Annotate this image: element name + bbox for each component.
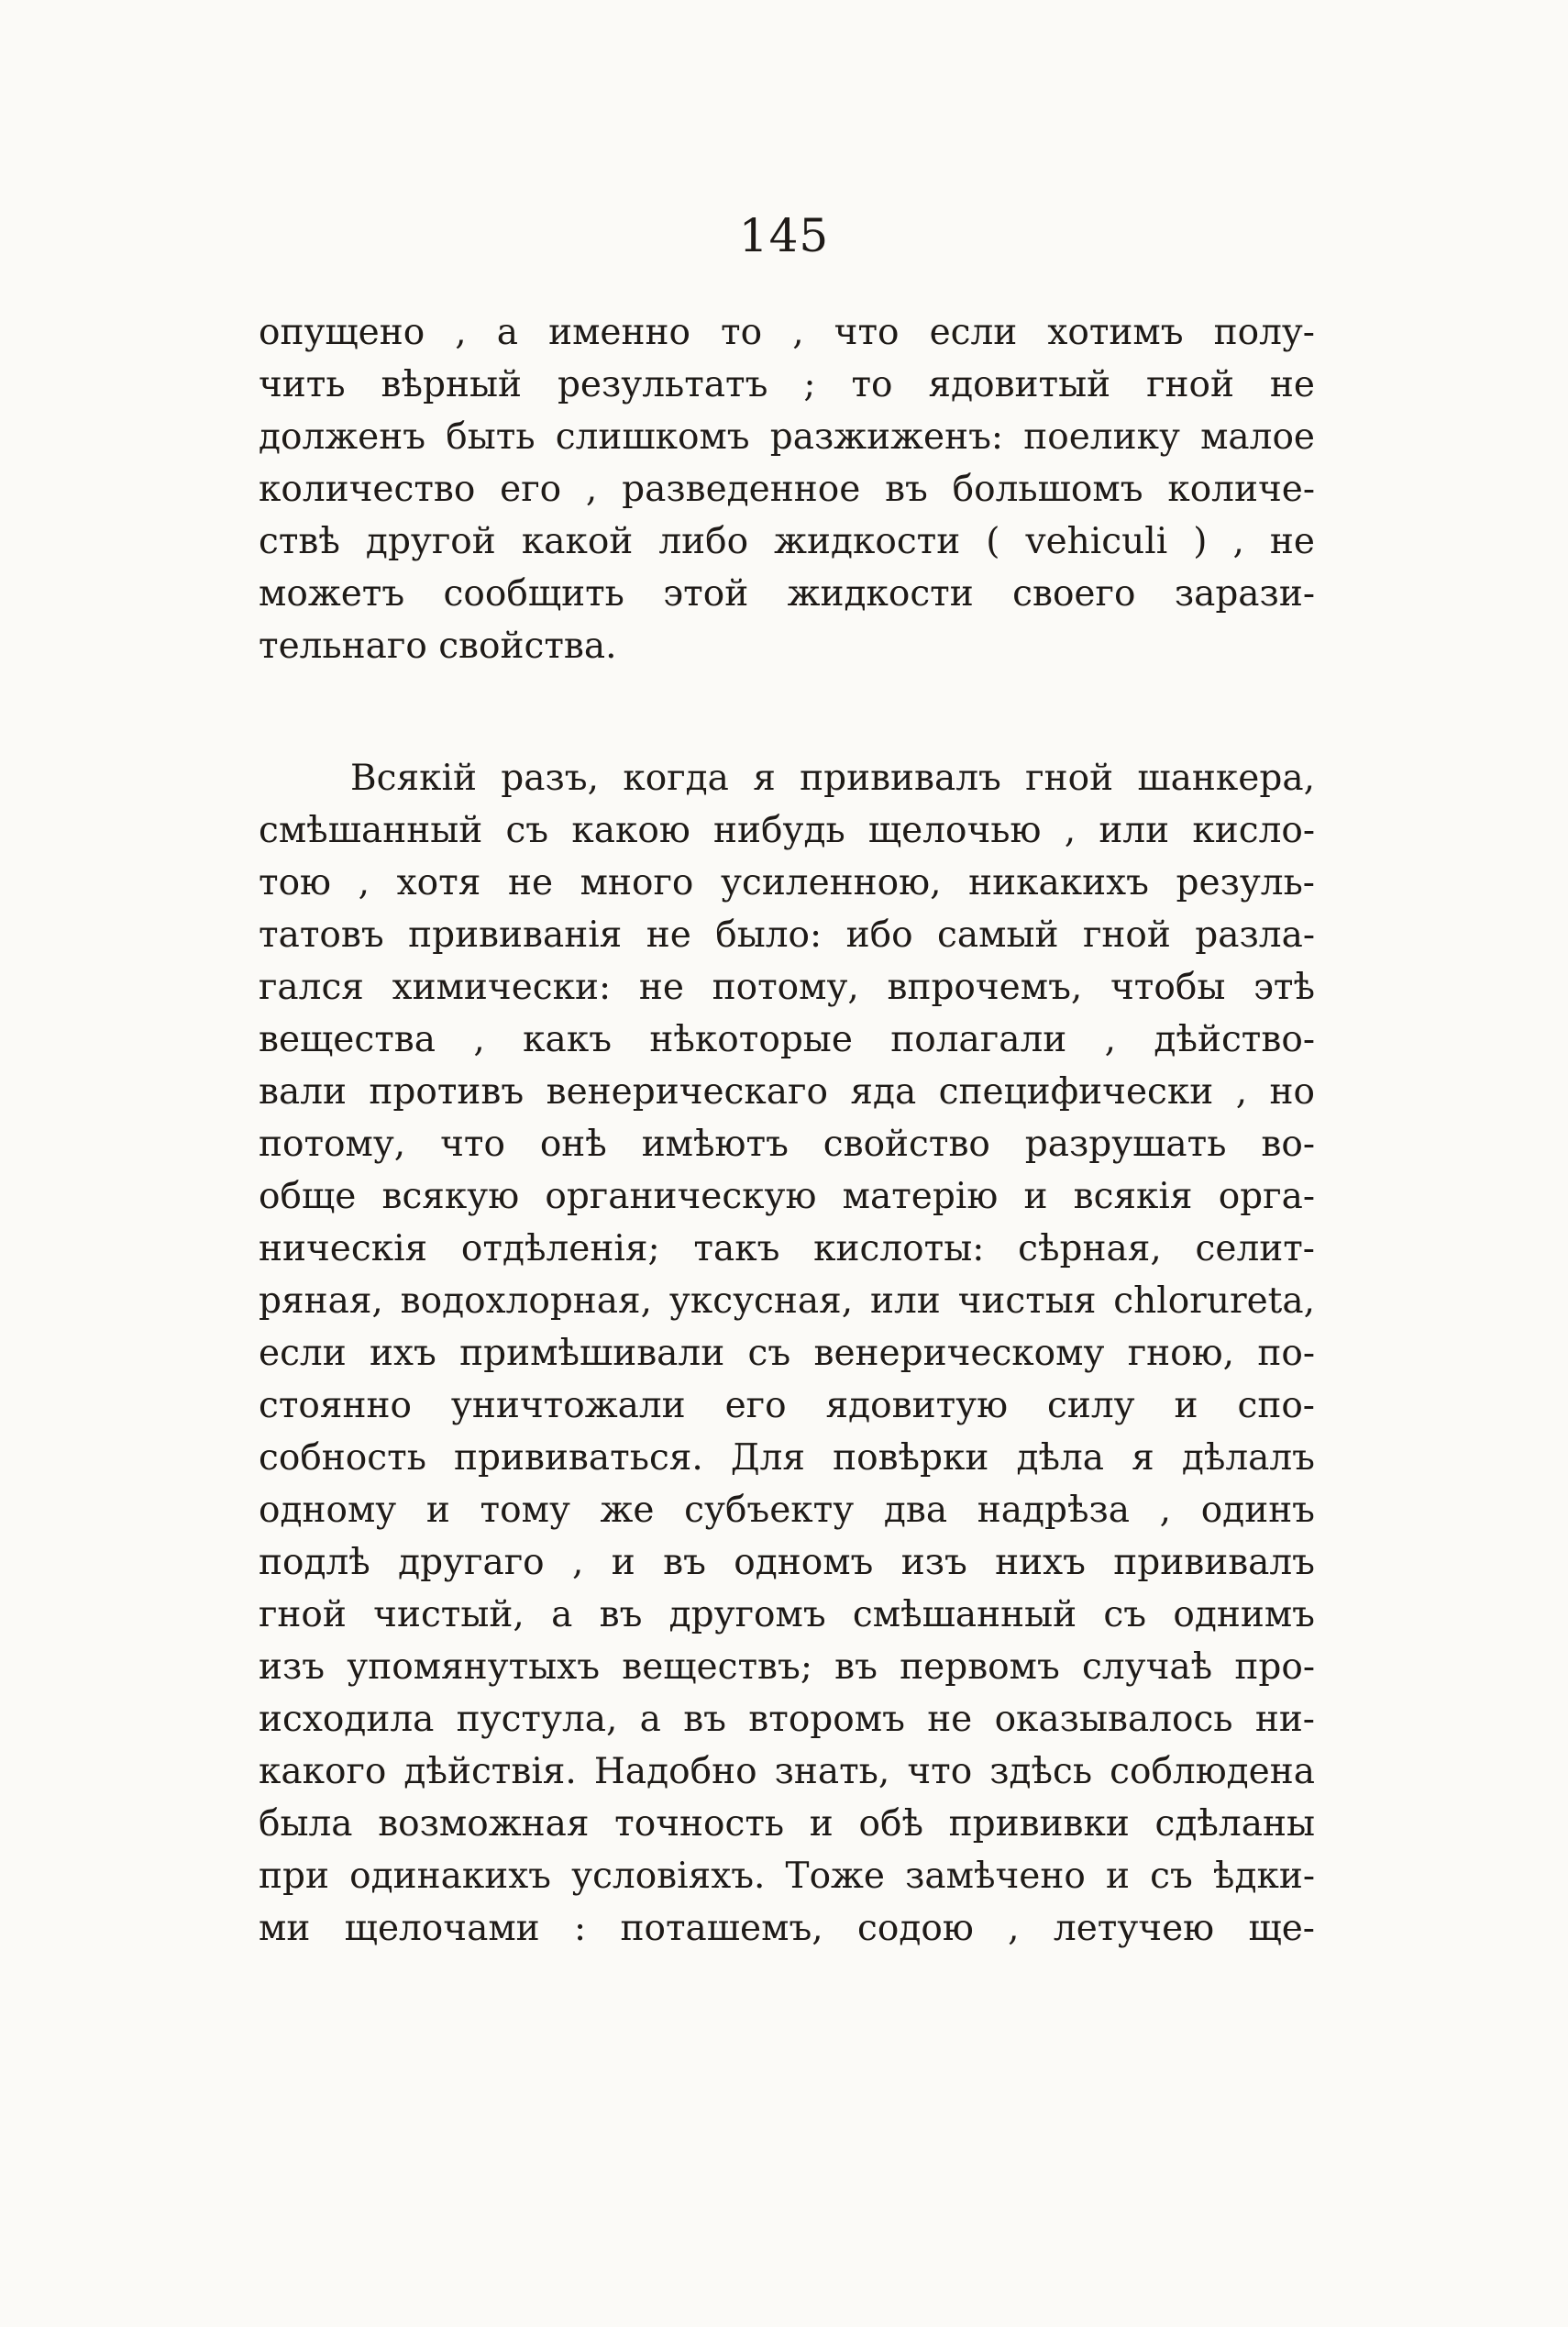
text-line: ствѣ другой какой либо жидкости ( vehiculi ) , не	[259, 521, 1315, 562]
text-line: какого дѣйствія. Надобно знать, что здѣсь соблюдена	[259, 1751, 1315, 1792]
paragraph-2	[259, 752, 1315, 1955]
text-line: вали противъ венерическаго яда специфически , но	[259, 1071, 1315, 1113]
text-line: можетъ сообщить этой жидкости своего зарази-	[259, 573, 1315, 615]
text-line: тельнаго свойства.	[259, 626, 617, 667]
text-line: стоянно уничтожали его ядовитую силу и спо-	[259, 1385, 1315, 1426]
page-number: 145	[738, 209, 830, 262]
text-line: собность прививаться. Для повѣрки дѣла я дѣлалъ	[259, 1437, 1315, 1479]
text-line: изъ упомянутыхъ веществъ; въ первомъ случаѣ про-	[259, 1646, 1315, 1688]
text-line: потому, что онѣ имѣютъ свойство разрушать во-	[259, 1124, 1315, 1165]
text-line: опущено , а именно то , что если хотимъ полу-	[259, 312, 1315, 353]
text-line: количество его , разведенное въ большомъ количе-	[259, 469, 1315, 510]
text-line: татовъ прививанія не было: ибо самый гной разла-	[259, 914, 1315, 956]
text-line: гной чистый, а въ другомъ смѣшанный съ однимъ	[259, 1594, 1315, 1635]
text-line: ряная, водохлорная, уксусная, или чистыя chlorureta,	[259, 1280, 1315, 1322]
text-line: ми щелочами : поташемъ, содою , летучею ще-	[259, 1908, 1315, 1949]
text-line: гался химически: не потому, впрочемъ, чтобы этѣ	[259, 967, 1315, 1008]
text-line: одному и тому же субъекту два надрѣза , одинъ	[259, 1490, 1315, 1531]
text-line: вещества , какъ нѣкоторые полагали , дѣйство-	[259, 1019, 1315, 1060]
text-line: подлѣ другаго , и въ одномъ изъ нихъ прививалъ	[259, 1542, 1315, 1583]
text-line: ническія отдѣленія; такъ кислоты: сѣрная, селит-	[259, 1228, 1315, 1269]
text-line: если ихъ примѣшивали съ венерическому гною, по-	[259, 1333, 1315, 1374]
paragraph-1	[259, 306, 1315, 672]
text-line: обще всякую органическую матерію и всякія орга-	[259, 1176, 1315, 1217]
text-line: долженъ быть слишкомъ разжиженъ: поелику малое	[259, 416, 1315, 458]
text-line: Всякій разъ, когда я прививалъ гной шанкера,	[350, 758, 1315, 799]
text-line: исходила пустула, а въ второмъ не оказывалось ни-	[259, 1699, 1315, 1740]
text-line: при одинакихъ условіяхъ. Тоже замѣчено и съ ѣдки-	[259, 1856, 1315, 1897]
text-line: была возможная точность и обѣ прививки сдѣланы	[259, 1803, 1315, 1845]
text-line: чить вѣрный результатъ ; то ядовитый гной не	[259, 364, 1315, 405]
text-line: смѣшанный съ какою нибудь щелочью , или кисло-	[259, 810, 1315, 851]
text-line: тою , хотя не много усиленною, никакихъ резуль-	[259, 862, 1315, 903]
